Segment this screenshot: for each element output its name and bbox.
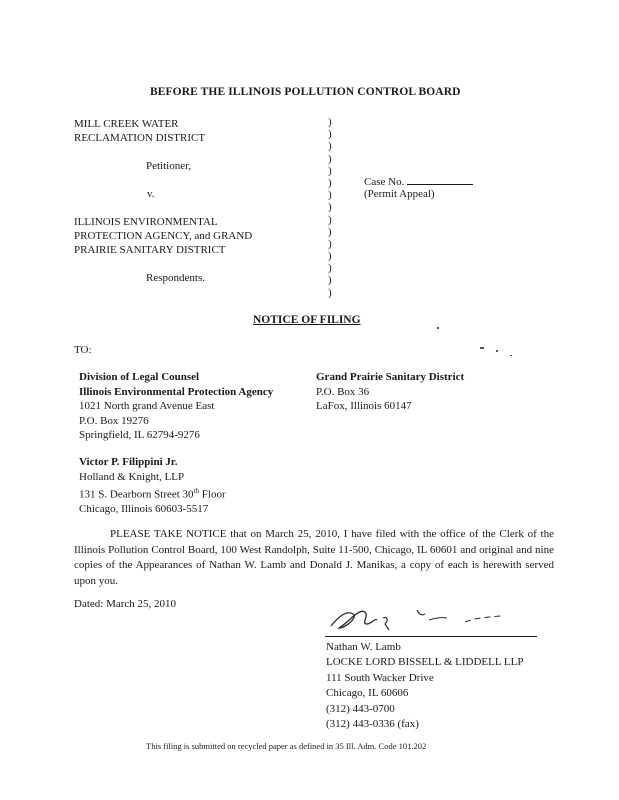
scan-speck xyxy=(496,350,498,352)
recipient-iepa-address-line3: Springfield, IL 62794-9276 xyxy=(79,429,200,441)
recipient-iepa-address-line1: 1021 North grand Avenue East xyxy=(79,400,215,412)
versus: v. xyxy=(147,188,155,200)
respondent-name-line2: PROTECTION AGENCY, and GRAND xyxy=(74,230,253,242)
board-title: BEFORE THE ILLINOIS POLLUTION CONTROL BOARD xyxy=(150,86,461,98)
recipient-iepa-address-line2: P.O. Box 19276 xyxy=(79,414,149,427)
caption-parties xyxy=(74,117,205,145)
recipient-grand-prairie xyxy=(316,370,464,414)
recipient-filippini-name: Victor P. Filippini Jr. xyxy=(79,456,178,468)
petitioner-name-line1: MILL CREEK WATER xyxy=(74,118,179,130)
notice-title: NOTICE OF FILING xyxy=(253,314,361,326)
signer-name: Nathan W. Lamb xyxy=(326,641,401,653)
recipient-filippini-city: Chicago, Illinois 60603-5517 xyxy=(79,503,209,516)
case-number-label: Case No. xyxy=(364,176,405,188)
respondent-name-line1: ILLINOIS ENVIRONMENTAL xyxy=(74,216,218,228)
recipient-grand-prairie-name: Grand Prairie Sanitary District xyxy=(316,371,465,383)
recipient-grand-prairie-address-line2: LaFox, Illinois 60147 xyxy=(316,400,412,412)
footer-recycled-paper: This filing is submitted on recycled paper as defined in 35 Ill. Adm. Code 101.202 xyxy=(146,741,427,751)
respondent-role: Respondents. xyxy=(146,272,205,284)
signature-block xyxy=(326,640,523,732)
signer-fax: (312) 443-0336 (fax) xyxy=(326,718,419,731)
respondent-names xyxy=(74,215,252,257)
scan-speck xyxy=(510,355,512,356)
caption-parenthesis-column: ) ) ) ) ) ) ) ) ) ) ) ) ) ) ) xyxy=(328,116,332,299)
notice-body-paragraph: PLEASE TAKE NOTICE that on March 25, 2010, I have filed with the office of the Clerk of the Illinois Pollution Control Board, 100 West Randolph, Suite 11-500, Chicago, IL 60601 and original and nine copies of the Appearances of Nathan W. Lamb and Donald J. Manikas, a copy of each is herewith served upon you. xyxy=(74,528,554,587)
scan-speck xyxy=(480,347,484,349)
recipient-filippini xyxy=(79,455,226,517)
case-type: (Permit Appeal) xyxy=(364,188,435,200)
handwritten-signature xyxy=(325,598,540,640)
scan-speck xyxy=(437,327,439,329)
signer-city: Chicago, IL 60606 xyxy=(326,687,409,700)
respondent-name-line3: PRAIRIE SANITARY DISTRICT xyxy=(74,244,226,256)
petitioner-name-line2: RECLAMATION DISTRICT xyxy=(74,132,206,144)
signer-street: 111 South Wacker Drive xyxy=(326,671,434,684)
signature-line xyxy=(325,636,537,637)
recipient-grand-prairie-address-line1: P.O. Box 36 xyxy=(316,385,370,398)
recipient-filippini-firm: Holland & Knight, LLP xyxy=(79,470,185,483)
case-number xyxy=(364,174,473,188)
signer-firm: LOCKE LORD BISSELL & LIDDELL LLP xyxy=(326,656,524,669)
recipient-iepa-org: Illinois Environmental Protection Agency xyxy=(79,385,274,398)
petitioner-role: Petitioner, xyxy=(146,160,192,172)
dated-line: Dated: March 25, 2010 xyxy=(74,598,177,610)
to-label: TO: xyxy=(74,344,92,356)
recipient-iepa xyxy=(79,370,273,443)
case-number-blank xyxy=(407,174,473,185)
recipient-filippini-street: 131 S. Dearborn Street 30th Floor xyxy=(79,487,226,501)
signer-phone: (312) 443-0700 xyxy=(326,702,395,715)
recipient-iepa-name: Division of Legal Counsel xyxy=(79,371,200,383)
